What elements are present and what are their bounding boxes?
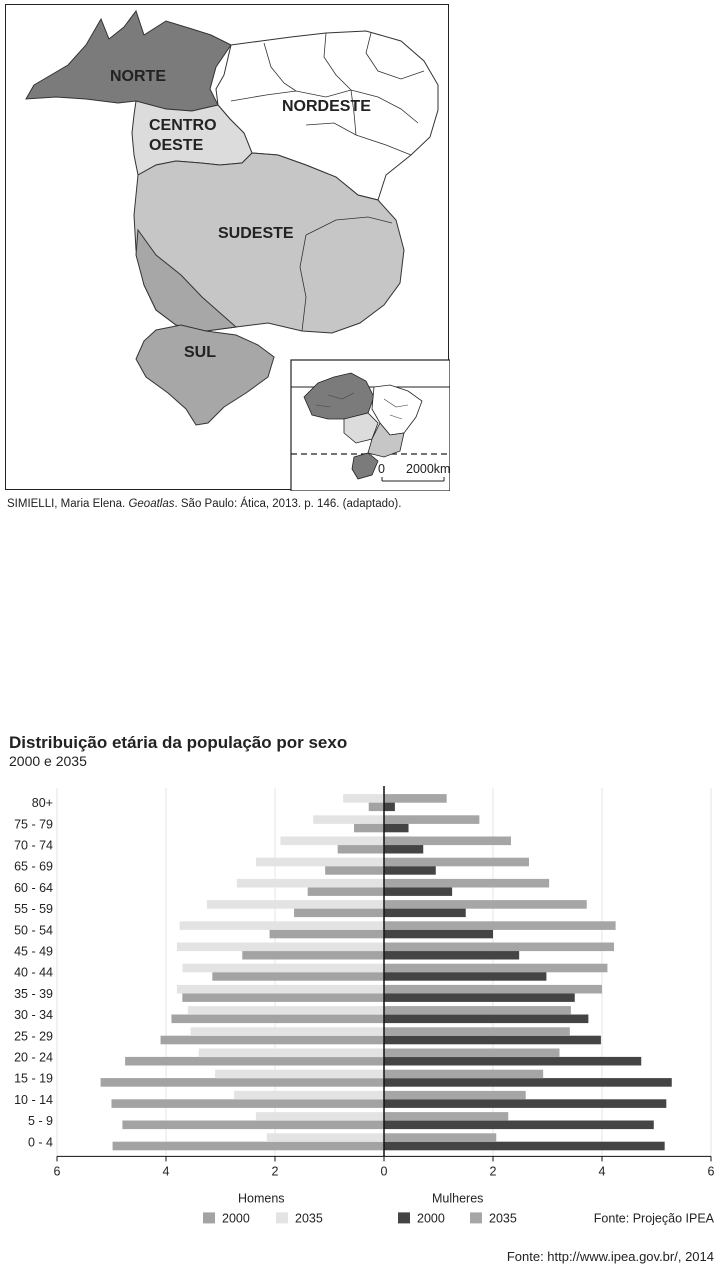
bar-mulheres-2035	[384, 815, 479, 824]
legend-swatch-3	[470, 1212, 482, 1223]
label-norte: NORTE	[110, 68, 166, 85]
bar-mulheres-2035	[384, 921, 616, 930]
bar-mulheres-2035	[384, 985, 602, 994]
bar-homens-2000	[308, 887, 384, 896]
bar-mulheres-2035	[384, 1112, 508, 1121]
y-tick-label: 30 - 34	[14, 1008, 53, 1023]
bar-homens-2035	[177, 985, 384, 994]
bar-mulheres-2000	[384, 1078, 672, 1087]
label-sul: SUL	[184, 344, 216, 361]
chart-subtitle: 2000 e 2035	[9, 753, 87, 769]
bar-mulheres-2000	[384, 1036, 601, 1045]
y-tick-label: 25 - 29	[14, 1029, 53, 1044]
x-tick-label: 4	[162, 1164, 170, 1179]
bar-mulheres-2035	[384, 943, 614, 952]
bar-homens-2000	[294, 909, 384, 918]
bar-homens-2000	[354, 824, 384, 833]
bar-homens-2000	[171, 1015, 384, 1024]
label-oeste: OESTE	[149, 137, 204, 154]
bar-homens-2000	[270, 930, 384, 939]
bar-homens-2000	[338, 845, 384, 854]
chart-title: Distribuição etária da população por sexo	[9, 733, 348, 752]
y-tick-label: 35 - 39	[14, 986, 53, 1001]
y-tick-label: 20 - 24	[14, 1050, 53, 1065]
bar-homens-2035	[267, 1133, 384, 1142]
scale-label: 2000km	[406, 462, 450, 476]
map-caption	[7, 498, 401, 510]
bar-homens-2035	[215, 1070, 384, 1079]
y-tick-label: 60 - 64	[14, 880, 53, 895]
bar-mulheres-2035	[384, 900, 587, 909]
bar-mulheres-2000	[384, 1015, 588, 1024]
region-norte	[26, 11, 231, 111]
x-tick-label: 6	[53, 1164, 61, 1179]
legend-label-3: 2035	[489, 1211, 517, 1226]
label-sudeste: SUDESTE	[218, 225, 294, 242]
bar-homens-2035	[182, 964, 384, 973]
caption-author: SIMIELLI, Maria Elena.	[7, 498, 129, 510]
bar-mulheres-2000	[384, 1121, 654, 1130]
bar-mulheres-2000	[384, 1099, 666, 1108]
scale-zero: 0	[378, 462, 385, 476]
y-tick-label: 40 - 44	[14, 965, 53, 980]
bar-mulheres-2035	[384, 1070, 543, 1079]
bar-homens-2035	[199, 1049, 384, 1058]
bar-homens-2000	[112, 1099, 385, 1108]
bar-homens-2000	[113, 1142, 384, 1151]
bar-homens-2000	[161, 1036, 384, 1045]
bar-mulheres-2035	[384, 879, 549, 888]
bar-homens-2035	[180, 921, 384, 930]
bar-mulheres-2000	[384, 845, 423, 854]
legend-label-0: 2000	[222, 1211, 250, 1226]
legend-swatch-0	[203, 1212, 215, 1223]
x-tick-label: 6	[707, 1164, 715, 1179]
y-tick-label: 75 - 79	[14, 817, 53, 832]
regions-map	[6, 5, 450, 491]
bar-homens-2035	[191, 1027, 384, 1036]
legend-label-2: 2000	[417, 1211, 445, 1226]
bar-homens-2000	[325, 866, 384, 875]
y-tick-label: 80+	[31, 796, 53, 811]
caption-title: Geoatlas	[128, 498, 175, 510]
legend-layer	[203, 1191, 715, 1225]
bar-mulheres-2000	[384, 972, 546, 981]
label-centro: CENTRO	[149, 117, 217, 134]
bar-mulheres-2000	[384, 887, 452, 896]
bar-mulheres-2035	[384, 1091, 526, 1100]
y-tick-label: 45 - 49	[14, 944, 53, 959]
population-pyramid	[0, 780, 726, 1240]
bar-mulheres-2000	[384, 951, 519, 960]
region-sul	[136, 325, 274, 425]
bar-mulheres-2000	[384, 824, 409, 833]
legend-swatch-1	[276, 1212, 288, 1223]
bar-homens-2035	[313, 815, 384, 824]
x-tick-label: 2	[489, 1164, 497, 1179]
legend-label-1: 2035	[295, 1211, 323, 1226]
y-tick-label: 10 - 14	[14, 1092, 53, 1107]
label-nordeste: NORDESTE	[282, 98, 371, 115]
bar-mulheres-2035	[384, 1133, 496, 1142]
y-tick-label: 15 - 19	[14, 1071, 53, 1086]
bar-homens-2000	[212, 972, 384, 981]
legend-group-mulheres: Mulheres	[432, 1191, 484, 1206]
bar-mulheres-2000	[384, 803, 395, 812]
bar-homens-2035	[207, 900, 384, 909]
x-tick-label: 4	[598, 1164, 606, 1179]
bar-mulheres-2035	[384, 964, 607, 973]
y-tick-label: 65 - 69	[14, 859, 53, 874]
bar-mulheres-2035	[384, 858, 529, 867]
y-tick-label: 5 - 9	[27, 1114, 53, 1129]
bar-homens-2000	[242, 951, 384, 960]
bar-homens-2035	[343, 794, 384, 803]
y-tick-label: 70 - 74	[14, 838, 53, 853]
bar-homens-2000	[125, 1057, 384, 1066]
y-tick-label: 55 - 59	[14, 902, 53, 917]
x-tick-label: 2	[271, 1164, 279, 1179]
y-tick-label: 0 - 4	[27, 1135, 53, 1150]
bar-homens-2035	[280, 837, 384, 846]
bar-mulheres-2000	[384, 1142, 665, 1151]
chart-source-inner: Fonte: Projeção IPEA	[593, 1211, 714, 1226]
bar-mulheres-2035	[384, 837, 511, 846]
legend-swatch-2	[398, 1212, 410, 1223]
bar-mulheres-2000	[384, 1057, 641, 1066]
bar-homens-2000	[101, 1078, 384, 1087]
bar-mulheres-2035	[384, 1049, 559, 1058]
bar-mulheres-2035	[384, 794, 447, 803]
bar-homens-2000	[182, 993, 384, 1002]
bar-homens-2035	[234, 1091, 384, 1100]
bar-mulheres-2000	[384, 866, 436, 875]
bar-mulheres-2000	[384, 993, 575, 1002]
bar-homens-2000	[369, 803, 384, 812]
bar-layer	[101, 794, 672, 1150]
bar-mulheres-2000	[384, 930, 493, 939]
y-tick-label: 50 - 54	[14, 923, 53, 938]
bar-homens-2035	[188, 1006, 384, 1015]
chart-source: Fonte: http://www.ipea.gov.br/, 2014	[506, 1249, 714, 1264]
x-tick-label: 0	[380, 1164, 388, 1179]
caption-rest: . São Paulo: Ática, 2013. p. 146. (adaptado).	[174, 498, 402, 510]
bar-homens-2035	[256, 1112, 384, 1121]
bar-homens-2035	[256, 858, 384, 867]
bar-homens-2035	[177, 943, 384, 952]
bar-homens-2035	[237, 879, 384, 888]
legend-group-homens: Homens	[238, 1191, 285, 1206]
bar-mulheres-2000	[384, 909, 466, 918]
bar-homens-2000	[122, 1121, 384, 1130]
bar-mulheres-2035	[384, 1006, 571, 1015]
map-panel	[5, 4, 449, 490]
bar-mulheres-2035	[384, 1027, 570, 1036]
